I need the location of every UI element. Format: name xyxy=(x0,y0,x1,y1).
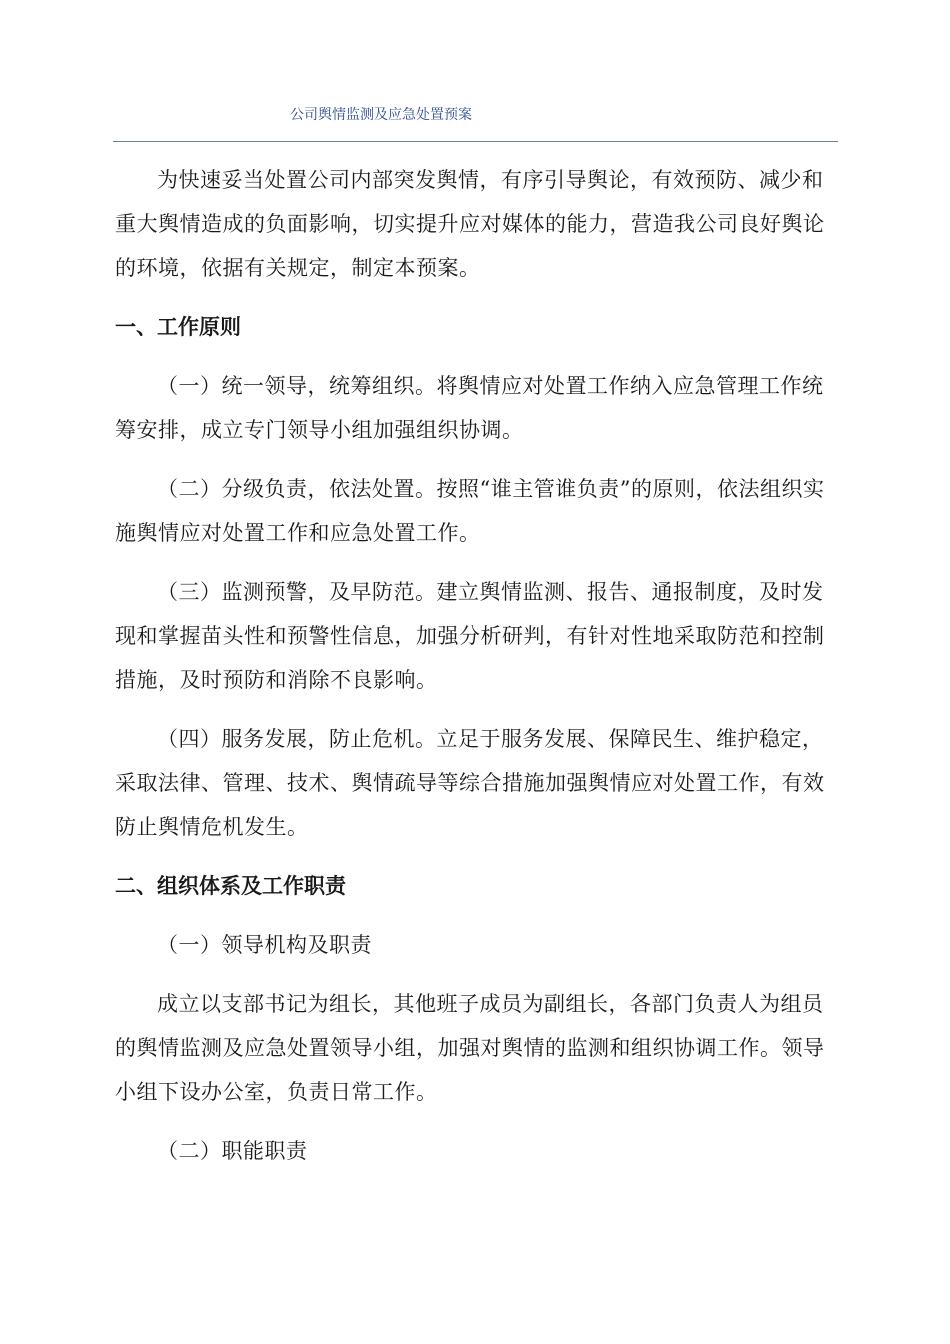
subsection-title-duties: （二）职能职责 xyxy=(157,1139,308,1163)
principle-item-2: （二）分级负责，依法处置。按照“谁主管谁负责”的原则，依法组织实施舆情应对处置工作和应急处置工作。 xyxy=(115,477,825,545)
intro-paragraph: 为快速妥当处置公司内部突发舆情，有序引导舆论，有效预防、减少和重大舆情造成的负面影响，切实提升应对媒体的能力，营造我公司良好舆论的环境，依据有关规定，制定本预案。 xyxy=(115,168,825,280)
principle-item-1: （一）统一领导，统筹组织。将舆情应对处置工作纳入应急管理工作统筹安排，成立专门领导小组加强组织协调。 xyxy=(115,374,824,442)
document-body xyxy=(115,158,837,1188)
principle-item-3: （三）监测预警，及早防范。建立舆情监测、报告、通报制度，及时发现和掌握苗头性和预警性信息，加强分析研判，有针对性地采取防范和控制措施，及时预防和消除不良影响。 xyxy=(115,580,825,692)
section-heading-organization: 二、组织体系及工作职责 xyxy=(115,874,346,898)
running-header: 公司舆情监测及应急处置预案 xyxy=(290,107,472,123)
subsection-title-leadership: （一）领导机构及职责 xyxy=(157,933,372,957)
section-heading-principles: 一、工作原则 xyxy=(115,315,241,339)
principle-item-4: （四）服务发展，防止危机。立足于服务发展、保障民生、维护稳定，采取法律、管理、技术、舆情疏导等综合措施加强舆情应对处置工作，有效防止舆情危机发生。 xyxy=(115,727,825,839)
header-divider xyxy=(113,141,838,142)
leadership-paragraph: 成立以支部书记为组长，其他班子成员为副组长，各部门负责人为组员的舆情监测及应急处置领导小组，加强对舆情的监测和组织协调工作。领导小组下设办公室，负责日常工作。 xyxy=(115,992,825,1104)
